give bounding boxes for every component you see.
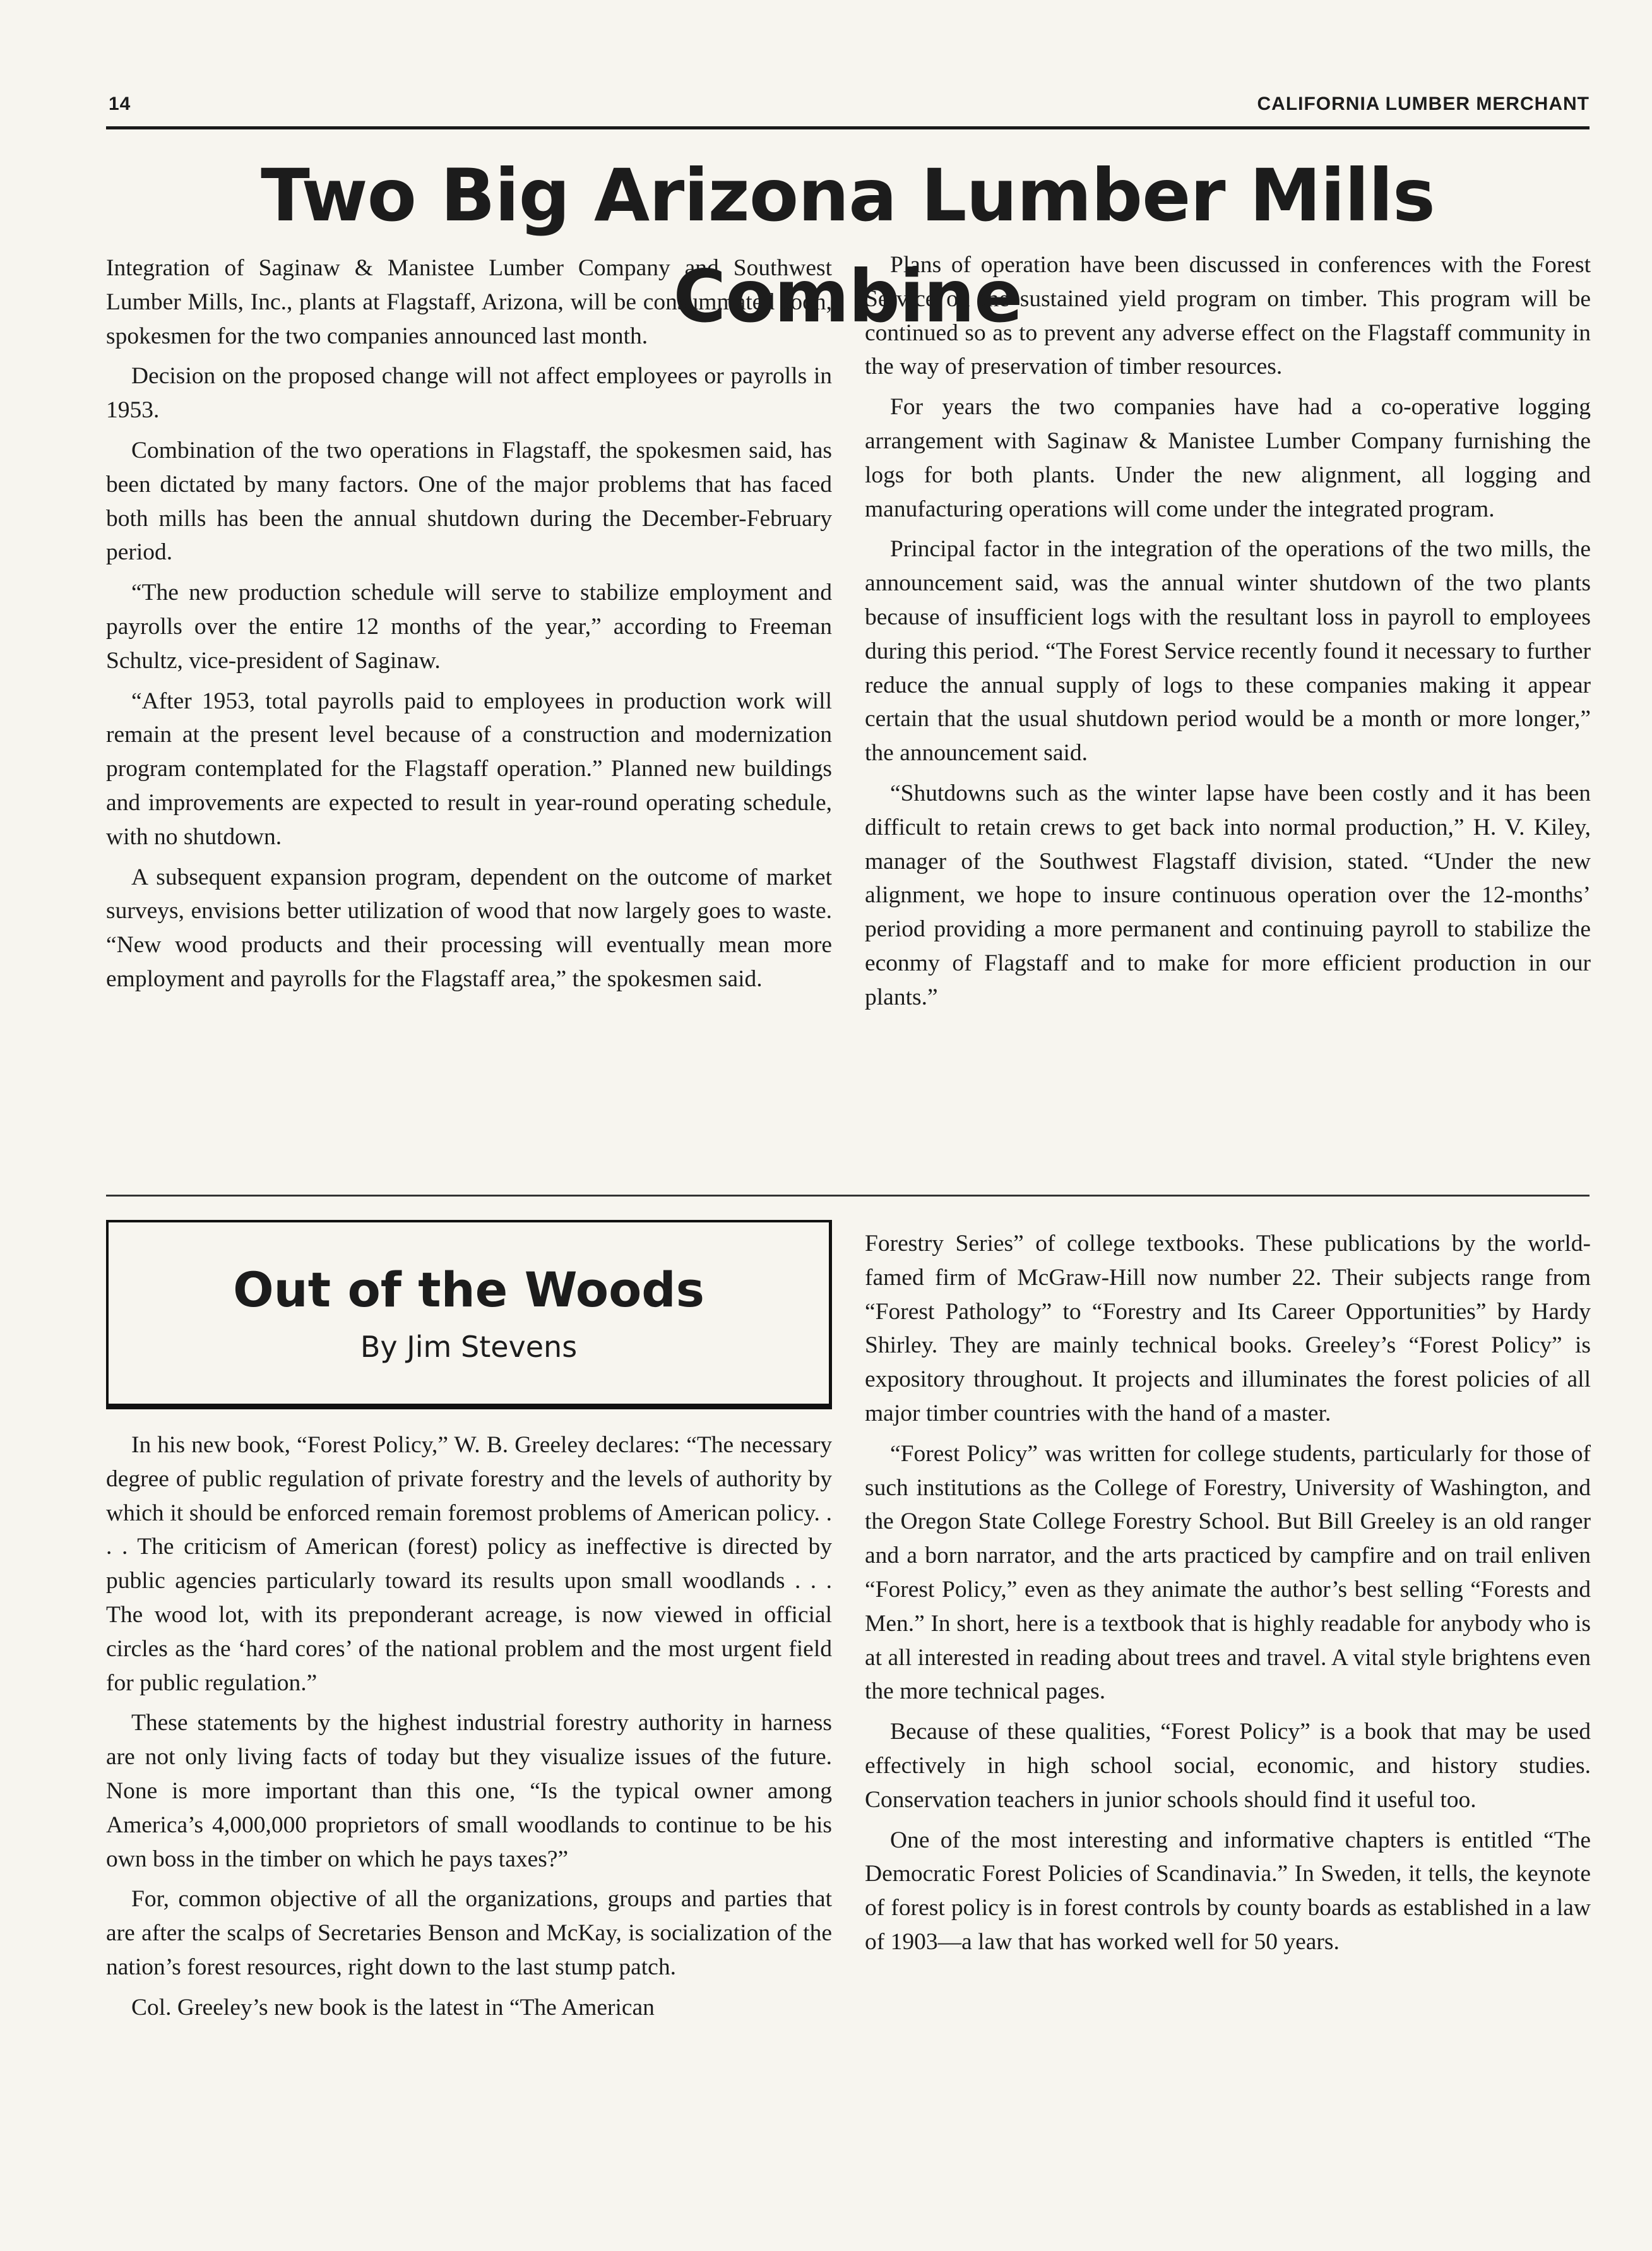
paragraph: Combination of the two operations in Flagstaff, the spokesmen said, has been dictated by many factors. One of the major problems that has faced both mills has been the annual shutdown during the December-February period.: [106, 437, 832, 566]
article2-right-column: [865, 1227, 1591, 1966]
running-header: [106, 88, 1590, 129]
page-number: 14: [109, 93, 131, 114]
byline: By Jim Stevens: [360, 1330, 578, 1364]
paragraph: For, common objective of all the organizations, groups and parties that are after the scalps of Secretaries Benson and McKay, is socialization of the nation’s forest resources, right down to the last stump patch.: [106, 1886, 832, 1980]
paragraph: For years the two companies have had a co-operative logging arrangement with Saginaw & Manistee Lumber Company furnishing the logs for both plants. Under the new alignment, all logging and manufacturing operations will come under the integrated program.: [865, 394, 1591, 522]
paragraph: Plans of operation have been discussed in conferences with the Forest Service on the sustained yield program on timber. This program will be continued so as to prevent any adverse effect on the Flagstaff community in the way of preservation of timber resources.: [865, 252, 1591, 380]
paragraph: Forestry Series” of college textbooks. These publications by the world-famed firm of McGraw-Hill now number 22. Their subjects range from “Forest Pathology” to “Forestry and Its Career Opportunities” by Hardy Shirley. They are mainly technical books. Greeley’s “Forest Policy” is expository throughout. It projects and illuminates the forest policies of all major timber countries with the hand of a master.: [865, 1231, 1591, 1426]
column-title: Out of the Woods: [233, 1262, 704, 1318]
paragraph: Decision on the proposed change will not affect employees or payrolls in 1953.: [106, 363, 832, 424]
paragraph: “Forest Policy” was written for college students, particularly for those of such institutions as the College of Forestry, University of Washington, and the Oregon State College Forestry School. But Bill Greeley is an old ranger and a born narrator, and the arts practiced by campfire and on trail enliven “Forest Policy,” even as they animate the author’s best selling “Forests and Men.” In short, here is a textbook that is highly readable for anybody who is at all interested in reading about trees and travel. A vital style brightens even the more technical pages.: [865, 1440, 1591, 1705]
article2-left-column: [106, 1428, 832, 2031]
paragraph: Col. Greeley’s new book is the latest in “The American: [131, 1994, 655, 2021]
paragraph: These statements by the highest industrial forestry authority in harness are not only living facts of today but they visualize issues of the future. None is more important than this one, “Is the typical owner among America’s 4,000,000 proprietors of small woodlands to continue to be his own boss in the timber on which he pays taxes?”: [106, 1710, 832, 1872]
section-divider: [106, 1195, 1590, 1197]
publication-name: CALIFORNIA LUMBER MERCHANT: [1257, 93, 1590, 114]
article1-right-column: [865, 248, 1591, 1021]
paragraph: “Shutdowns such as the winter lapse have been costly and it has been difficult to retain crews to get back into normal production,” H. V. Kiley, manager of the Southwest Flagstaff division, stated. “Under the new alignment, we hope to insure continuous operation over the 12-months’ period providing a more permanent and continuing payroll to stabilize the econmy of Flagstaff and to make for more efficient production in our plants.”: [865, 780, 1591, 1010]
paragraph: “After 1953, total payrolls paid to employees in production work will remain at the present level because of a construction and modernization program contemplated for the Flagstaff operation.” Planned new buildings and improvements are expected to result in year-round operating schedule, with no shutdown.: [106, 688, 832, 850]
paragraph: “The new production schedule will serve to stabilize employment and payrolls over the entire 12 months of the year,” according to Freeman Schultz, vice-president of Saginaw.: [106, 580, 832, 674]
article1-left-column: [106, 251, 832, 1003]
article-headline: Two Big Arizona Lumber Mills Combine: [261, 153, 1435, 338]
paragraph: Principal factor in the integration of the operations of the two mills, the announcement said, was the annual winter shutdown of the two plants because of insufficient logs with the resultant loss in payroll to employees during this period. “The Forest Service recently found it necessary to further reduce the annual supply of logs to these companies making it appear certain that the usual shutdown period would be a month or more longer,” the announcement said.: [865, 536, 1591, 767]
paragraph: Integration of Saginaw & Manistee Lumber Company and Southwest Lumber Mills, Inc., plants at Flagstaff, Arizona, will be consummated soon, spokesmen for the two companies announced last month.: [106, 255, 832, 349]
paragraph: Because of these qualities, “Forest Policy” is a book that may be used effectively in high school social, economic, and history studies. Conservation teachers in junior schools should find it useful too.: [865, 1719, 1591, 1813]
paragraph: In his new book, “Forest Policy,” W. B. Greeley declares: “The necessary degree of public regulation of private forestry and the levels of authority by which it should be enforced remain foremost problems of American policy. . . . The criticism of American (forest) policy as ineffective is directed by public agencies particularly toward its results upon small woodlands . . . The wood lot, with its preponderant acreage, is now viewed in official circles as the ‘hard cores’ of the national problem and the most urgent field for public regulation.”: [106, 1432, 832, 1696]
paragraph: A subsequent expansion program, dependent on the outcome of market surveys, envisions better utilization of wood that now largely goes to waste. “New wood products and their processing will eventually mean more employment and payrolls for the Flagstaff area,” the spokesmen said.: [106, 864, 832, 992]
paragraph: One of the most interesting and informative chapters is entitled “The Democratic Forest Policies of Scandinavia.” In Sweden, it tells, the keynote of forest policy is in forest controls by county boards as established in a law of 1903—a law that has worked well for 50 years.: [865, 1827, 1591, 1955]
column-title-box: [106, 1220, 832, 1409]
